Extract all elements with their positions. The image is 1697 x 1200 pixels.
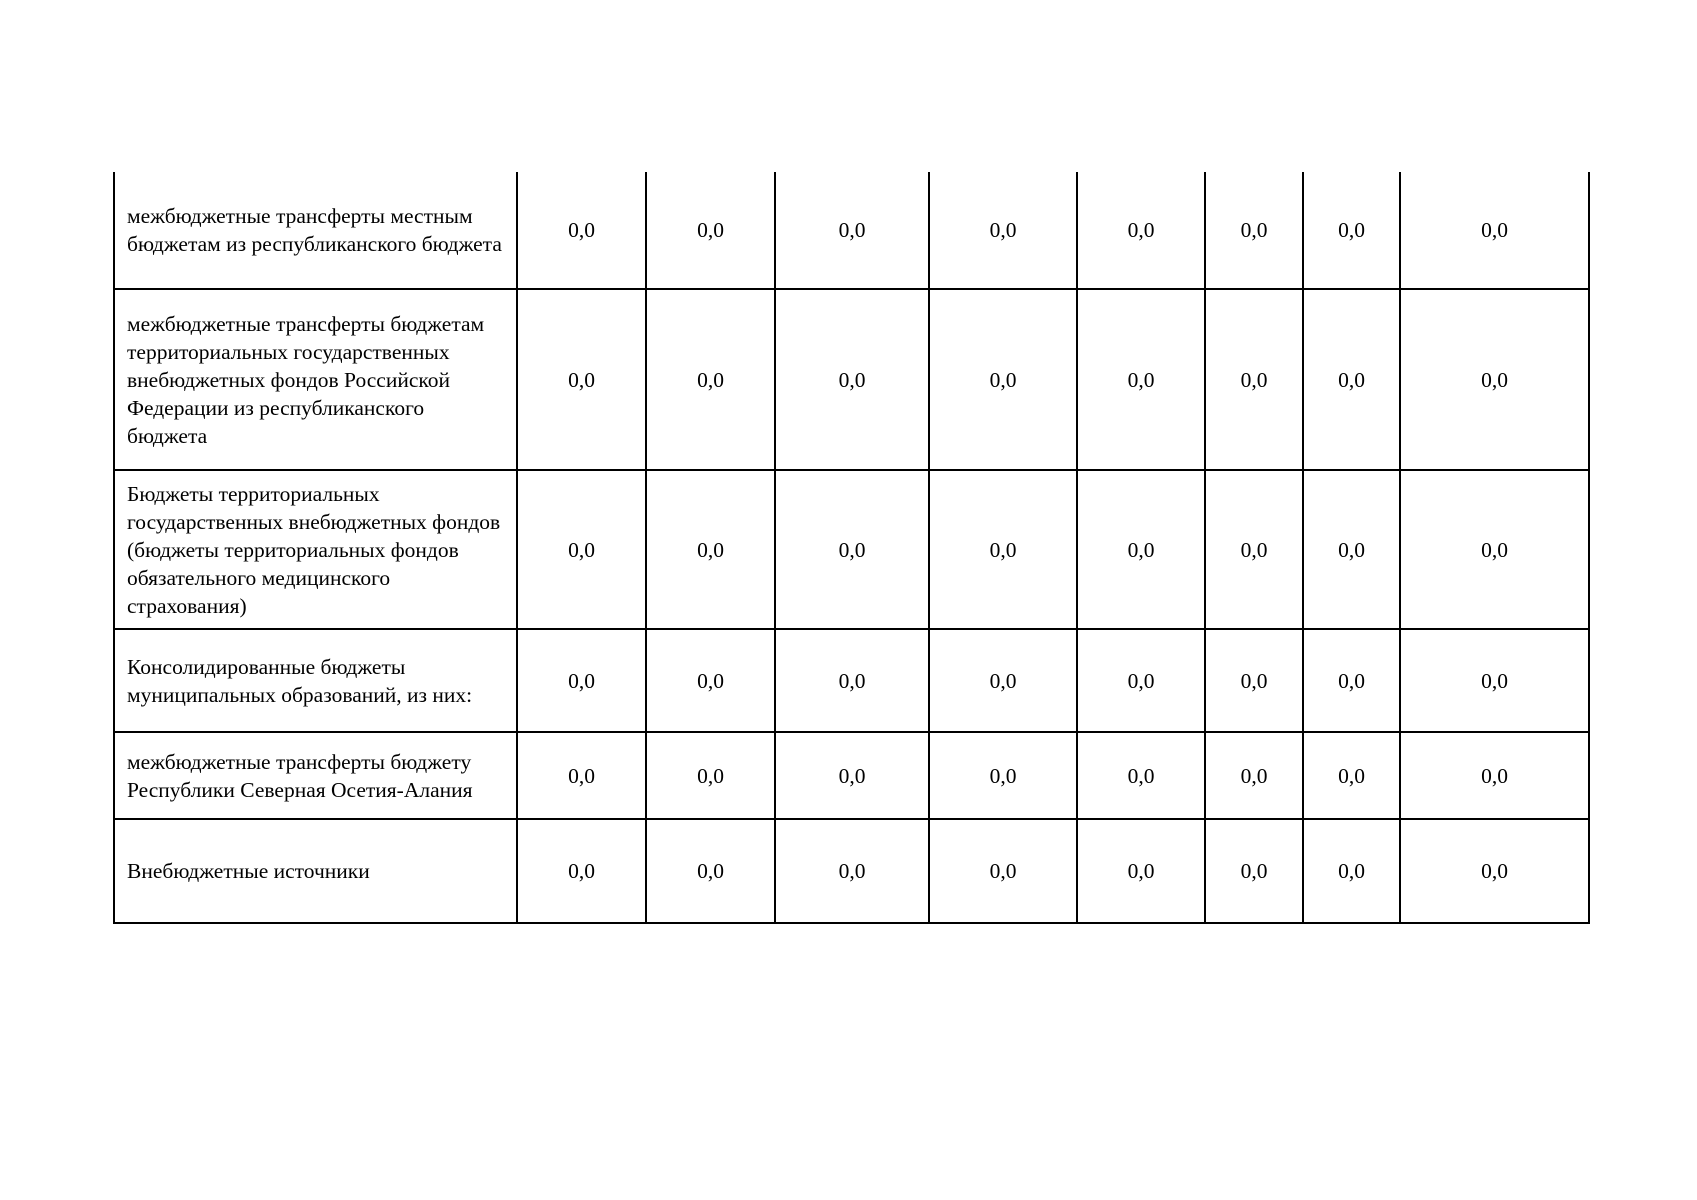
budget-table bbox=[113, 172, 1590, 924]
cell-value: 0,0 bbox=[1205, 732, 1303, 819]
cell-value: 0,0 bbox=[646, 289, 775, 470]
cell-value: 0,0 bbox=[1400, 172, 1589, 289]
cell-value: 0,0 bbox=[517, 819, 646, 923]
cell-value: 0,0 bbox=[646, 732, 775, 819]
cell-value: 0,0 bbox=[1400, 289, 1589, 470]
row-label: межбюджетные трансферты местным бюджетам из республиканского бюджета bbox=[114, 172, 517, 289]
cell-value: 0,0 bbox=[1400, 629, 1589, 732]
cell-value: 0,0 bbox=[775, 470, 929, 629]
cell-value: 0,0 bbox=[775, 732, 929, 819]
cell-value: 0,0 bbox=[1303, 172, 1400, 289]
row-label: Бюджеты территориальных государственных внебюджетных фондов (бюджеты территориальных фондов обязательного медицинского страхования) bbox=[114, 470, 517, 629]
row-label: межбюджетные трансферты бюджетам территориальных государственных внебюджетных фондов Российской Федерации из республиканского бюджета bbox=[114, 289, 517, 470]
cell-value: 0,0 bbox=[646, 470, 775, 629]
cell-value: 0,0 bbox=[929, 289, 1077, 470]
table-row bbox=[114, 819, 1589, 923]
cell-value: 0,0 bbox=[1303, 732, 1400, 819]
cell-value: 0,0 bbox=[1077, 732, 1205, 819]
row-label: Внебюджетные источники bbox=[114, 819, 517, 923]
cell-value: 0,0 bbox=[775, 629, 929, 732]
cell-value: 0,0 bbox=[1205, 172, 1303, 289]
cell-value: 0,0 bbox=[646, 819, 775, 923]
table-row bbox=[114, 470, 1589, 629]
cell-value: 0,0 bbox=[646, 629, 775, 732]
cell-value: 0,0 bbox=[929, 629, 1077, 732]
cell-value: 0,0 bbox=[517, 172, 646, 289]
cell-value: 0,0 bbox=[646, 172, 775, 289]
cell-value: 0,0 bbox=[517, 289, 646, 470]
row-label: межбюджетные трансферты бюджету Республики Северная Осетия-Алания bbox=[114, 732, 517, 819]
cell-value: 0,0 bbox=[1303, 629, 1400, 732]
cell-value: 0,0 bbox=[775, 172, 929, 289]
cell-value: 0,0 bbox=[1303, 289, 1400, 470]
cell-value: 0,0 bbox=[1077, 819, 1205, 923]
cell-value: 0,0 bbox=[1303, 819, 1400, 923]
cell-value: 0,0 bbox=[1205, 289, 1303, 470]
cell-value: 0,0 bbox=[929, 819, 1077, 923]
cell-value: 0,0 bbox=[517, 629, 646, 732]
cell-value: 0,0 bbox=[1077, 289, 1205, 470]
cell-value: 0,0 bbox=[1077, 629, 1205, 732]
cell-value: 0,0 bbox=[1205, 470, 1303, 629]
table-row bbox=[114, 732, 1589, 819]
cell-value: 0,0 bbox=[1303, 470, 1400, 629]
cell-value: 0,0 bbox=[1400, 819, 1589, 923]
cell-value: 0,0 bbox=[775, 819, 929, 923]
cell-value: 0,0 bbox=[1077, 172, 1205, 289]
table-row bbox=[114, 629, 1589, 732]
cell-value: 0,0 bbox=[517, 732, 646, 819]
row-label: Консолидированные бюджеты муниципальных образований, из них: bbox=[114, 629, 517, 732]
cell-value: 0,0 bbox=[929, 470, 1077, 629]
table-row bbox=[114, 172, 1589, 289]
table-row bbox=[114, 289, 1589, 470]
cell-value: 0,0 bbox=[929, 172, 1077, 289]
cell-value: 0,0 bbox=[1400, 732, 1589, 819]
cell-value: 0,0 bbox=[1077, 470, 1205, 629]
cell-value: 0,0 bbox=[775, 289, 929, 470]
cell-value: 0,0 bbox=[517, 470, 646, 629]
cell-value: 0,0 bbox=[929, 732, 1077, 819]
cell-value: 0,0 bbox=[1205, 819, 1303, 923]
cell-value: 0,0 bbox=[1400, 470, 1589, 629]
cell-value: 0,0 bbox=[1205, 629, 1303, 732]
